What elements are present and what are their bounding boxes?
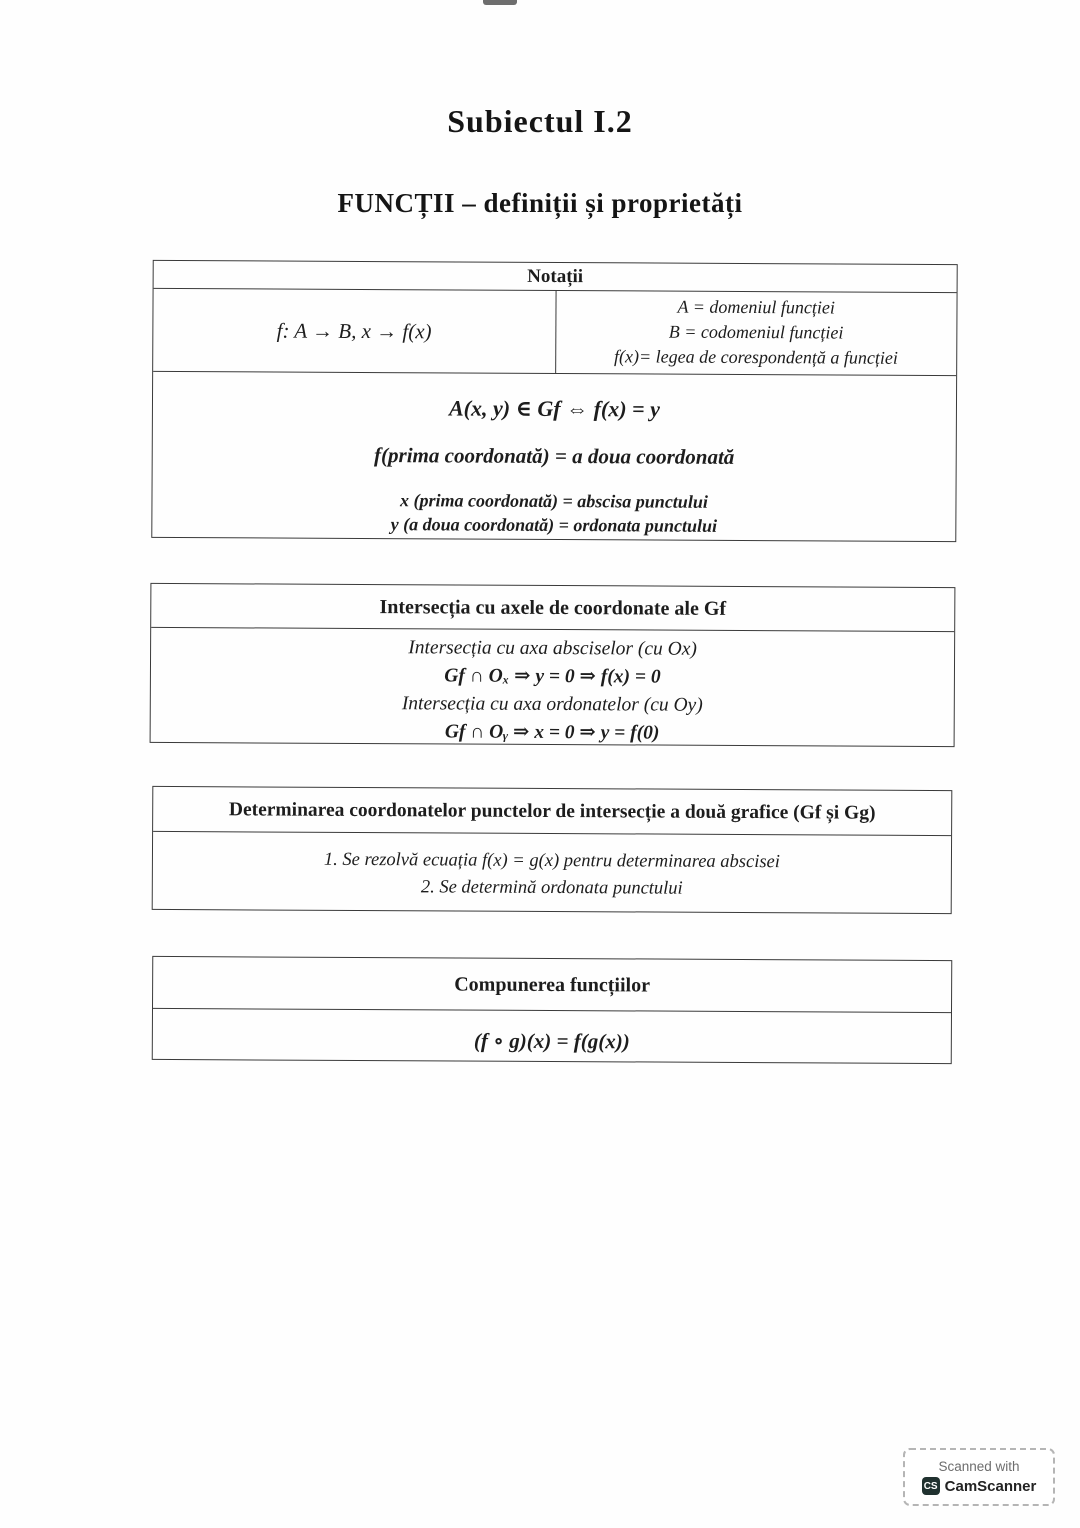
oy-intersection-label: Intersecția cu axa ordonatelor (cu Oy)	[401, 693, 703, 716]
notatii-legend-cell	[555, 291, 957, 375]
notatii-table	[151, 260, 957, 542]
camscanner-brand-name: CamScanner	[944, 1477, 1037, 1495]
step-1-text: 1. Se rezolvă ecuația f(x) = g(x) pentru determinarea abscisei	[323, 849, 780, 873]
notatii-legend-line: f(x)= legea de corespondență a funcției	[613, 346, 898, 368]
axes-intersection-body	[151, 628, 955, 757]
ox-intersection-formula: Gf ∩ Oₓ ⇒ y = 0 ⇒ f(x) = 0	[444, 665, 661, 688]
graphs-intersection-header: Determinarea coordonatelor punctelor de intersecție a două grafice (Gf și Gg)	[153, 787, 951, 836]
scan-artifact-mark	[483, 0, 517, 5]
axes-intersection-header: Intersecția cu axele de coordonate ale Gf	[151, 584, 954, 632]
ox-intersection-label: Intersecția cu axa absciselor (cu Ox)	[408, 637, 697, 660]
coordinate-rule-formula: f(prima coordonată) = a doua coordonată	[374, 443, 735, 469]
camscanner-watermark	[903, 1448, 1055, 1506]
page-subtitle: FUNCȚII – definiții și proprietăți	[337, 188, 743, 218]
graph-membership-formula: A(x, y) ∈ Gf ⇔ f(x) = y	[448, 395, 660, 422]
camscanner-brand-row	[922, 1477, 1037, 1495]
camscanner-logo-icon: CS	[922, 1477, 940, 1495]
notatii-header: Notații	[154, 261, 957, 293]
graphs-intersection-body	[153, 832, 951, 918]
composition-header: Compunerea funcțiilor	[153, 957, 951, 1013]
composition-formula: (f ∘ g)(x) = f(g(x))	[473, 1028, 630, 1054]
notatii-body	[152, 372, 956, 538]
oy-intersection-formula: Gf ∩ Oᵧ ⇒ x = 0 ⇒ y = f(0)	[444, 721, 660, 744]
scanned-with-label: Scanned with	[938, 1459, 1020, 1474]
abscissa-definition: x (prima coordonată) = abscisa punctului	[400, 490, 708, 512]
axes-intersection-table	[150, 583, 956, 747]
notatii-legend-line: B = codomeniul funcției	[668, 321, 844, 343]
graphs-intersection-table	[152, 786, 953, 914]
page-title: Subiectul I.2	[447, 103, 633, 139]
notatii-legend-line: A = domeniul funcției	[677, 296, 835, 318]
composition-body	[153, 1009, 951, 1073]
step-2-text: 2. Se determină ordonata punctului	[420, 877, 683, 899]
composition-table	[152, 956, 953, 1064]
ordinate-definition: y (a doua coordonată) = ordonata punctului	[390, 514, 718, 536]
notatii-definition-row	[153, 289, 956, 376]
notatii-function-formula: f: A → B, x → f(x)	[276, 318, 432, 343]
